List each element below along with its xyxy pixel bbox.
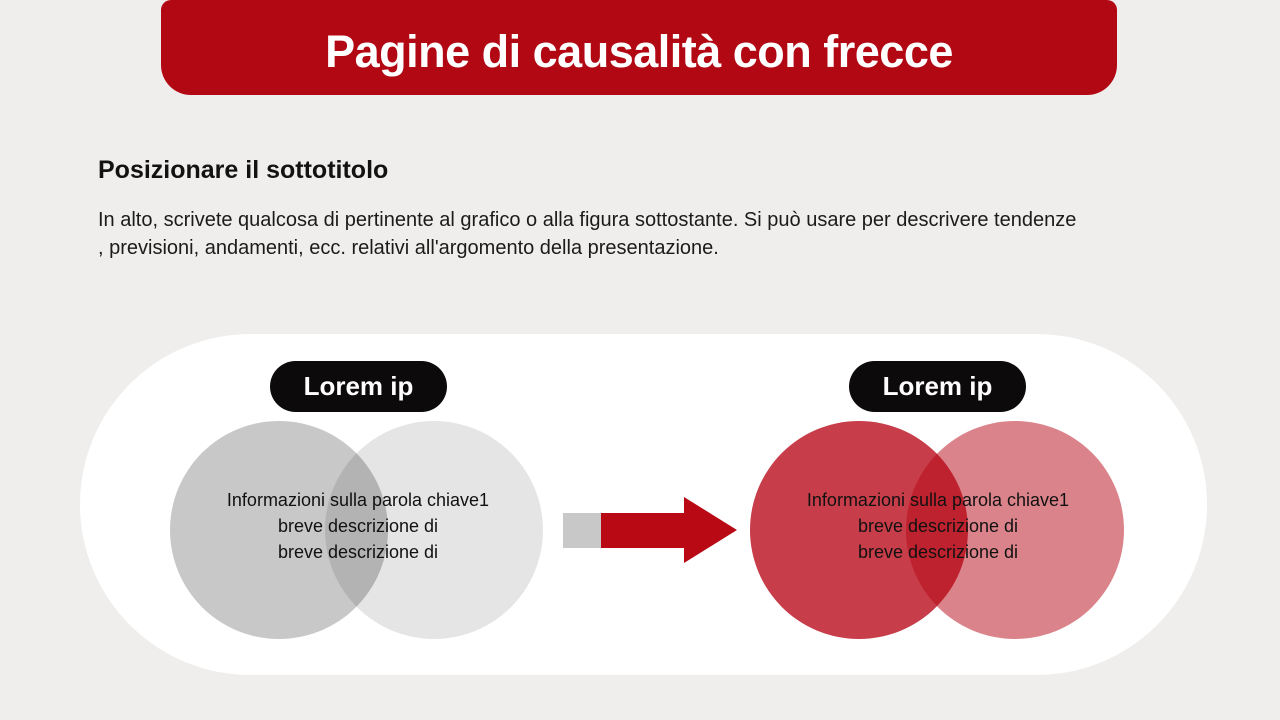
venn-right-text-line-1: Informazioni sulla parola chiave1: [806, 490, 1070, 510]
subtitle-body: [98, 206, 1208, 262]
venn-right-text: [768, 487, 1108, 565]
venn-left-label-pill: [270, 361, 447, 412]
slide-title: Pagine di causalità con frecce: [325, 25, 953, 77]
arrow-right-icon: [684, 497, 737, 563]
arrow-shaft: [601, 513, 685, 548]
subtitle-body-line-2: , previsioni, andamenti, ecc. relativi all'argomento della presentazione.: [98, 237, 719, 259]
venn-right-text-line-3: breve descrizione di: [857, 542, 1019, 562]
venn-right-label: Lorem ip: [882, 371, 993, 401]
title-banner: [161, 0, 1117, 95]
venn-left-text: [188, 487, 528, 565]
venn-left-label: Lorem ip: [303, 371, 414, 401]
venn-left-text-line-1: Informazioni sulla parola chiave1: [226, 490, 490, 510]
subtitle-body-line-1: In alto, scrivete qualcosa di pertinente al grafico o alla figura sottostante. Si può usare per descrivere tendenze: [98, 209, 1077, 231]
arrow-tail: [563, 513, 601, 548]
venn-left-text-line-3: breve descrizione di: [277, 542, 439, 562]
venn-right-text-line-2: breve descrizione di: [857, 516, 1019, 536]
subtitle-heading: Posizionare il sottotitolo: [98, 156, 389, 184]
venn-right-label-pill: [849, 361, 1026, 412]
venn-left-text-line-2: breve descrizione di: [277, 516, 439, 536]
